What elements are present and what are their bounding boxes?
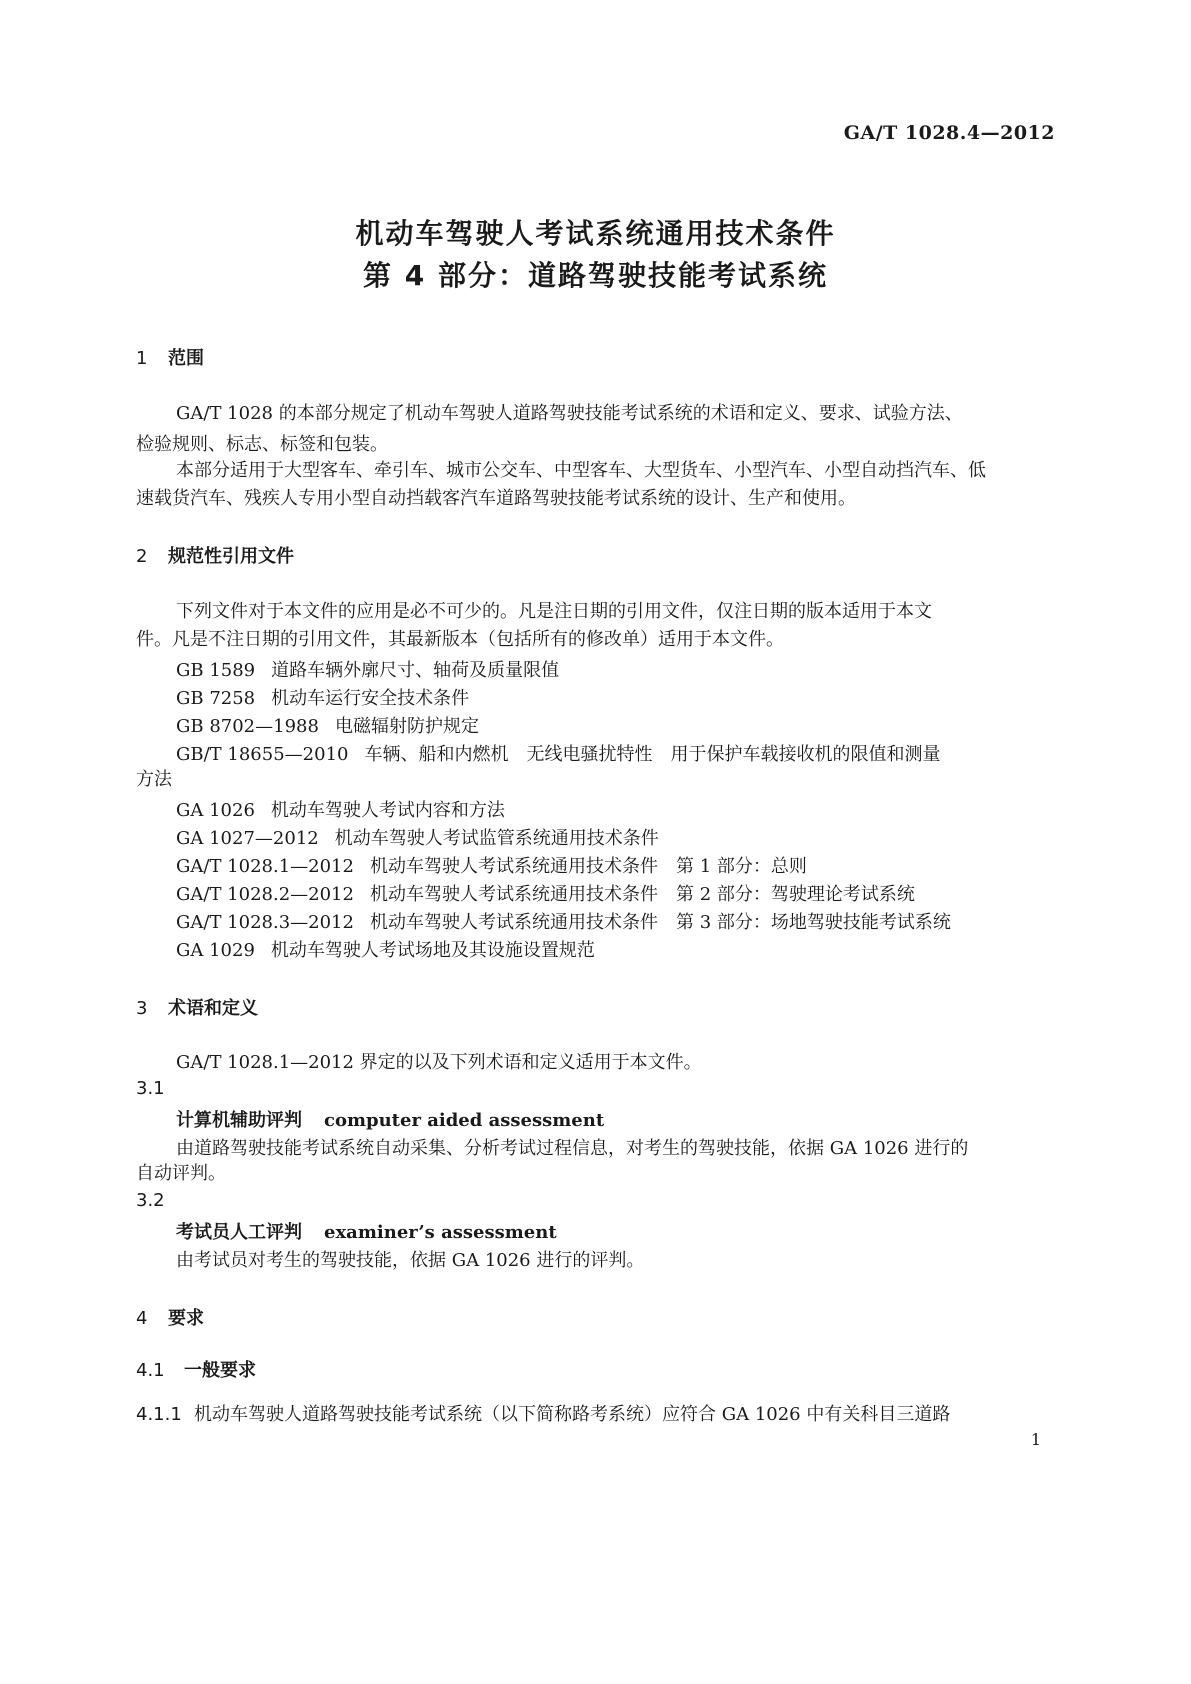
paragraph-line: 速载货汽车、残疾人专用小型自动挡载客汽车道路驾驶技能考试系统的设计、生产和使用。: [136, 488, 856, 509]
section-number: 3: [136, 998, 148, 1019]
section-4-heading: [136, 1304, 204, 1330]
clause-item: [136, 1400, 950, 1426]
reference-code: GA/T 1028.2—2012: [176, 884, 354, 905]
terms-intro: GA/T 1028.1—2012 界定的以及下列术语和定义适用于本文件。: [176, 1052, 702, 1073]
term-entry: [176, 1218, 557, 1244]
reference-title: 机动车驾驶人考试系统通用技术条件 第 2 部分：驾驶理论考试系统: [369, 884, 915, 905]
reference-title: 机动车驾驶人考试系统通用技术条件 第 3 部分：场地驾驶技能考试系统: [369, 912, 951, 933]
reference-code: GB 8702—1988: [176, 716, 319, 737]
paragraph-line: 下列文件对于本文件的应用是必不可少的。凡是注日期的引用文件，仅注日期的版本适用于本文: [176, 601, 932, 622]
reference-item: [176, 656, 559, 682]
reference-code: GB 1589: [176, 660, 256, 681]
section-title: 范围: [168, 348, 204, 369]
section-3-heading: [136, 994, 258, 1020]
section-number: 1: [136, 348, 148, 369]
clause-number: 4.1.1: [136, 1404, 182, 1425]
doc-title-line2: 第 4 部分：道路驾驶技能考试系统: [363, 259, 828, 292]
reference-item: [176, 908, 951, 934]
reference-item: [176, 880, 915, 906]
subsection-number: 4.1: [136, 1360, 165, 1381]
reference-code: GB/T 18655—2010: [176, 744, 349, 765]
section-title: 规范性引用文件: [168, 546, 294, 567]
reference-title: 电磁辐射防护规定: [334, 716, 479, 737]
section-number: 4: [136, 1308, 148, 1329]
reference-item: [176, 852, 807, 878]
reference-code: GA 1029: [176, 940, 255, 961]
reference-code: GA/T 1028.1—2012: [176, 856, 354, 877]
term-number: 3.2: [136, 1190, 165, 1211]
reference-title: 车辆、船和内燃机 无线电骚扰特性 用于保护车载接收机的限值和测量: [364, 744, 941, 765]
reference-title: 机动车驾驶人考试系统通用技术条件 第 1 部分：总则: [369, 856, 807, 877]
reference-title: 机动车驾驶人考试内容和方法: [270, 800, 505, 821]
section-number: 2: [136, 546, 148, 567]
reference-title: 机动车驾驶人考试场地及其设施设置规范: [270, 940, 595, 961]
reference-code: GB 7258: [176, 688, 256, 709]
paragraph-line: GA/T 1028 的本部分规定了机动车驾驶人道路驾驶技能考试系统的术语和定义、要求、试验方法、: [176, 403, 963, 424]
page-number: 1: [1030, 1430, 1041, 1449]
reference-item: [176, 712, 479, 738]
section-title: 术语和定义: [168, 998, 258, 1019]
section-2-heading: [136, 542, 294, 568]
reference-code: GA 1026: [176, 800, 255, 821]
term-definition: 由道路驾驶技能考试系统自动采集、分析考试过程信息，对考生的驾驶技能，依据 GA 1026 进行的: [176, 1138, 969, 1159]
reference-item: [176, 740, 940, 766]
reference-title: 机动车运行安全技术条件: [271, 688, 470, 709]
reference-item: [176, 824, 659, 850]
standard-code: GA/T 1028.4—2012: [843, 122, 1055, 144]
reference-code: GA/T 1028.3—2012: [176, 912, 354, 933]
reference-continuation: 方法: [136, 769, 172, 790]
paragraph-line: 件。凡是不注日期的引用文件，其最新版本（包括所有的修改单）适用于本文件。: [136, 629, 784, 650]
clause-text: 机动车驾驶人道路驾驶技能考试系统（以下简称路考系统）应符合 GA 1026 中有关科目三道路: [194, 1404, 951, 1425]
section-1-heading: [136, 344, 204, 370]
term-english: computer aided assessment: [324, 1110, 605, 1131]
paragraph-line: 本部分适用于大型客车、牵引车、城市公交车、中型客车、大型货车、小型汽车、小型自动挡汽车、低: [176, 460, 986, 481]
term-chinese: 计算机辅助评判: [176, 1110, 302, 1131]
term-definition: 自动评判。: [136, 1163, 226, 1184]
reference-code: GA 1027—2012: [176, 828, 319, 849]
reference-title: 机动车驾驶人考试监管系统通用技术条件: [334, 828, 659, 849]
subsection-heading: [136, 1356, 256, 1382]
section-title: 要求: [168, 1308, 204, 1329]
term-definition: 由考试员对考生的驾驶技能，依据 GA 1026 进行的评判。: [176, 1250, 645, 1271]
reference-item: [176, 936, 595, 962]
reference-item: [176, 796, 505, 822]
term-chinese: 考试员人工评判: [176, 1222, 302, 1243]
reference-title: 道路车辆外廓尺寸、轴荷及质量限值: [271, 660, 560, 681]
reference-item: [176, 684, 469, 710]
term-english: examiner’s assessment: [324, 1222, 557, 1243]
term-entry: [176, 1106, 604, 1132]
subsection-title: 一般要求: [184, 1360, 256, 1381]
paragraph-line: 检验规则、标志、标签和包装。: [136, 434, 388, 455]
term-number: 3.1: [136, 1078, 165, 1099]
doc-title-line1: 机动车驾驶人考试系统通用技术条件: [355, 217, 836, 250]
